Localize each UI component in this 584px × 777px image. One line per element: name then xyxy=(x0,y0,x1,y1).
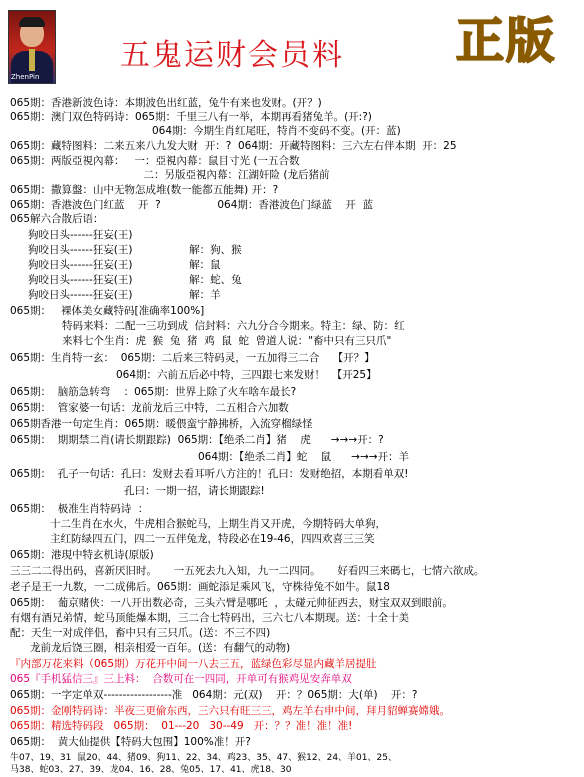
text-line: 065期：澳门双色特码诗：065期：千里三八有一举，本期再看猪兔羊。(开:?) xyxy=(10,111,372,123)
text-line: 065期：藏特图料：二来五来八九发大财 开：? 064期：开藏特图料：三六左右伴本期 开：25 xyxy=(10,140,457,152)
text-line: 马38、蛇03、27、39、龙04、16、28、兔05、17、41、虎18、30 xyxy=(10,765,292,775)
text-line: 065期： 孔子一句话：孔曰：发财去看耳听八方注的！孔曰：发财绝招，本期看单双! xyxy=(10,468,409,480)
text-line: 065期： 葡京赌侠：一八开出数必奇，三头六臂是哪吒 ，太碰元帅征西去，财宝双双到眼前。 xyxy=(10,597,453,609)
text-line: 065期：生肖特一玄： 065期：二后来三特码灵，一五加得三二合 【开？】 xyxy=(10,352,375,364)
text-line: 065期：香港波色门红蓝 开 ? 064期：香港波色门绿蓝 开 蓝 xyxy=(10,199,373,211)
text-line: 065解六合散后语： xyxy=(10,213,104,225)
text-line: 065期：金刚特码诗：半夜三更偷东西，三六只有旺三三，鸡左羊右申中间，拜月貂蝉赛嫦娥。 xyxy=(10,705,451,717)
text-line: 三三二二得出码，喜新厌旧时。 一五死去九入知，九一二四同。 好看四三来碼七，七情六欲成。 xyxy=(10,565,485,577)
text-line: 065期： 裸体美女藏特码[准确率100%] xyxy=(10,305,205,317)
photo-tie xyxy=(29,49,35,71)
text-line: 065期： 管家婆一句话：龙前龙后三中特，二五相合六加数 xyxy=(10,402,289,414)
text-line: 来料七个生肖：虎 猴 兔 猪 鸡 鼠 蛇 曾道人说："畜中只有三只爪" xyxy=(62,335,392,347)
text-line: 065期：精选特码段 065期： 01---20 30--49 开：？？准！准！准! xyxy=(10,720,353,732)
text-line: 064期：今期生肖红尾旺，特肖不变码不变。(开：蓝) xyxy=(152,125,401,137)
photo-hair xyxy=(19,17,45,27)
text-line: 狗咬日头------狂妄(王) 解：蛇、兔 xyxy=(28,274,242,286)
page-title: 五鬼运财会员料 xyxy=(120,38,344,73)
genuine-badge: 正版 xyxy=(456,13,557,69)
text-line: 主红防绿四五门，四二一五伴兔龙，特段必在19-46，四四欢喜三三笑 xyxy=(50,533,375,545)
text-line: 狗咬日头------狂妄(王) 解：羊 xyxy=(28,289,221,301)
text-line: 特码来料：二配一三功到成 信封料：六九分合今期来。特主：绿、防：红 xyxy=(62,320,405,332)
text-line: 龙前龙后饶三圈，相亲相爱一百年。(送：有翻气的动物) xyxy=(30,642,291,654)
text-line: 065期： 黄大仙提供【特码大包围】100%准！开? xyxy=(10,736,251,748)
text-line: 二：另版亞視內幕：江湖奸险 (龙后猪前 xyxy=(10,169,330,181)
text-line: 狗咬日头------狂妄(王) xyxy=(28,229,133,241)
text-line: 065期： 极准生肖特码诗 ： xyxy=(10,503,149,515)
text-line: 065期：港現中特玄机诗(原版) xyxy=(10,549,154,561)
author-photo xyxy=(8,10,56,84)
text-line: 065期：撒算盤：山中无物怎成堆(数一能都五能舞) 开：? xyxy=(10,184,279,196)
text-line: 065期香港一句定生肖：065期：暖偎蛮宁静拂桥，入流穿榴绿怪 xyxy=(10,418,313,430)
text-line: 孔曰：一期一招，请长期跟踪! xyxy=(124,485,265,497)
text-line: 狗咬日头------狂妄(王) 解：狗、猴 xyxy=(28,244,242,256)
text-line: 有烟有酒兄弟情，蛇马顶能爆本期，三二合七特码出，三六七八本期现。送：十全十美 xyxy=(10,612,409,624)
text-line: 狗咬日头------狂妄(王) 解：鼠 xyxy=(28,259,221,271)
text-line: 065期： 脑筋急转弯 ：065期：世界上除了火车啥车最长? xyxy=(10,386,297,398)
text-line: 『内部万花来料（065期）万花开中间一八去三五，蓝绿色彩尽显内藏羊居提肚 xyxy=(10,658,377,670)
text-line: 064期：六前五后必中特，三四跟七来发财！ 【开25】 xyxy=(116,369,377,381)
text-line: 065期： 期期禁二肖(请长期跟踪) 065期：【绝杀二肖】猪 虎 →→→开：? xyxy=(10,434,384,446)
photo-watermark: ZhenPin xyxy=(11,73,40,81)
text-line: 065期：香港新波色诗：本期波色出红蓝，兔牛有来也发财。(开？) xyxy=(10,97,322,109)
text-line: 牛07、19、31 鼠20、44、猪09、狗11、22、34、鸡23、35、47、猴12、24、羊01、25、 xyxy=(10,753,397,763)
text-line: 064期：【绝杀二肖】蛇 鼠 →→→开：羊 xyxy=(198,451,410,463)
text-line: 065期：两版亞視內幕： 一：亞視內幕：鼠目寸光 (一五合数 xyxy=(10,155,300,167)
text-line: 065『手机猛信三』三上料： 合数可在一四同，开单可有猴鸡见安奔单双 xyxy=(10,673,352,685)
text-line: 老子是王一九数，一二成佛后。065期：画蛇添足乘风飞，守株待兔不如牛。鼠18 xyxy=(10,581,390,593)
text-line: 065期：一字定单双------------------准 064期：元(双) 开：？065期：大(单) 开：? xyxy=(10,689,418,701)
text-line: 配：天生一对成伴侣，畜中只有三只爪。(送：不三不四) xyxy=(10,627,271,639)
text-line: 十二生肖在水火，牛虎相合猴蛇马，上期生肖又开虎，今期特码大单狗， xyxy=(50,518,386,530)
